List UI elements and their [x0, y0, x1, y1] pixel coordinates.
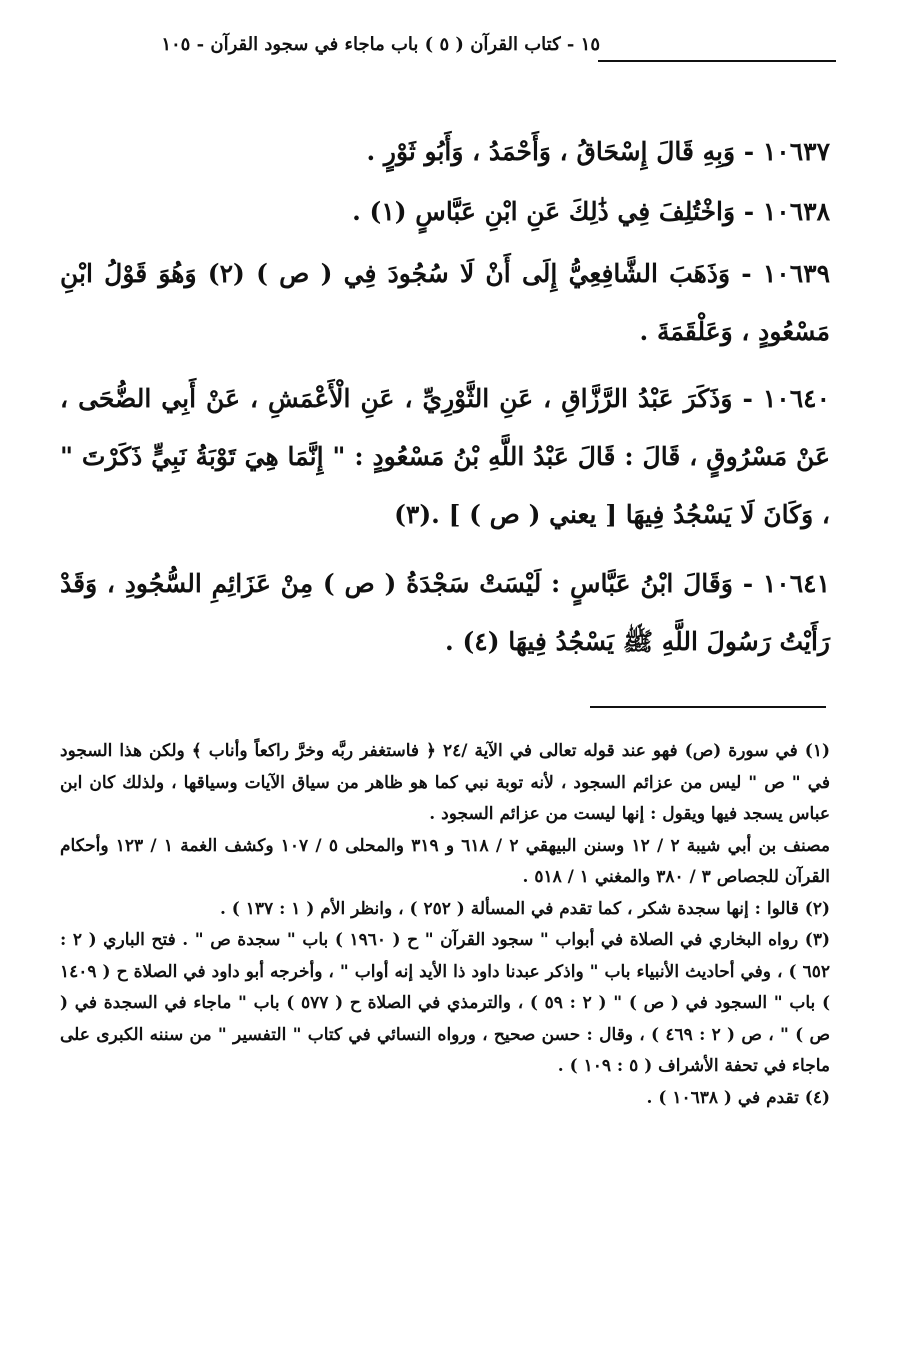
header-rule: [598, 60, 836, 62]
entry-10637: ١٠٦٣٧ - وَبِهِ قَالَ إِسْحَاقُ ، وَأَحْمَدُ ، وَأَبُو ثَوْرٍ .: [366, 137, 830, 166]
footnote-2: (٢) قالوا : إنها سجدة شكر ، كما تقدم في المسألة ( ٢٥٢ ) ، وانظر الأم ( ١ : ١٣٧ ) .: [219, 898, 830, 919]
running-header: ١٥ - كتاب القرآن ( ٥ ) باب ماجاء في سجود القرآن - ١٠٥: [161, 34, 600, 55]
footnote-1-references: مصنف بن أبي شيبة ٢ / ١٢ وسنن البيهقي ٢ / ٦١٨ و ٣١٩ والمحلى ٥ / ١٠٧ وكشف الغمة ١ / ١٢٣ وأحكام القرآن للجصاص ٣ / ٣٨٠ والمغني ١ / ٥١٨ .: [60, 835, 830, 887]
entry-10639: ١٠٦٣٩ - وَذَهَبَ الشَّافِعِيُّ إِلَى أَنْ لَا سُجُودَ فِي ( ص ) (٢) وَهُوَ قَوْلُ ابْنِ مَسْعُودٍ ، وَعَلْقَمَةَ .: [60, 259, 830, 346]
footnote-separator: [590, 706, 826, 708]
entry-10640: ١٠٦٤٠ - وَذَكَرَ عَبْدُ الرَّزَّاقِ ، عَنِ الثَّوْرِيِّ ، عَنِ الْأَعْمَشِ ، عَنْ أَبِي الضُّحَى ، عَنْ مَسْرُوقٍ ، قَالَ : قَالَ عَبْدُ اللَّهِ بْنُ مَسْعُودٍ : " إِنَّمَا هِيَ تَوْبَةُ نَبِيٍّ ذَكَرْتَ " ، وَكَانَ لَا يَسْجُدُ فِيهَا [ يعني ( ص ) ] .(٣): [60, 384, 830, 529]
footnote-3: (٣) رواه البخاري في الصلاة في أبواب " سجود القرآن " ح ( ١٩٦٠ ) باب " سجدة ص " . فتح الباري ( ٢ : ٦٥٢ ) ، وفي أحاديث الأنبياء باب " واذكر عبدنا داود ذا الأيد إنه أواب " ، وأخرجه أبو داود في الصلاة ح ( ١٤٠٩ ) باب " السجود في ( ص ) " ( ٢ : ٥٩ ) ، والترمذي في الصلاة ح ( ٥٧٧ ) باب " ماجاء في السجدة في ( ص ) " ، ص ( ٢ : ٤٦٩ ) ، وقال : حسن صحيح ، ورواه النسائي في كتاب " التفسير " من سننه الكبرى على ماجاء في تحفة الأشراف ( ٥ : ١٠٩ ) .: [60, 930, 831, 1076]
footnotes: [60, 736, 830, 1114]
entry-10638: ١٠٦٣٨ - وَاخْتُلِفَ فِي ذَٰلِكَ عَنِ ابْنِ عَبَّاسٍ (١) .: [352, 197, 830, 226]
footnote-4: (٤) تقدم في ( ١٠٦٣٨ ) .: [646, 1087, 830, 1108]
entry-10641: ١٠٦٤١ - وَقَالَ ابْنُ عَبَّاسٍ : لَيْسَتْ سَجْدَةُ ( ص ) مِنْ عَزَائِمِ السُّجُودِ ، وَقَدْ رَأَيْتُ رَسُولَ اللَّهِ ﷺ يَسْجُدُ فِيهَا (٤) .: [60, 569, 830, 656]
footnote-1: (١) في سورة (ص) فهو عند قوله تعالى في الآية /٢٤ ﴿ فاستغفر ربَّه وخرَّ راكعاً وأناب ﴾ ولكن هذا السجود في " ص " ليس من عزائم السجود ، لأنه توبة نبي كما هو ظاهر من سياق الآيات وسياقها ، ولذلك كان ابن عباس يسجد فيها ويقول : إنها ليست من عزائم السجود .: [60, 741, 830, 824]
